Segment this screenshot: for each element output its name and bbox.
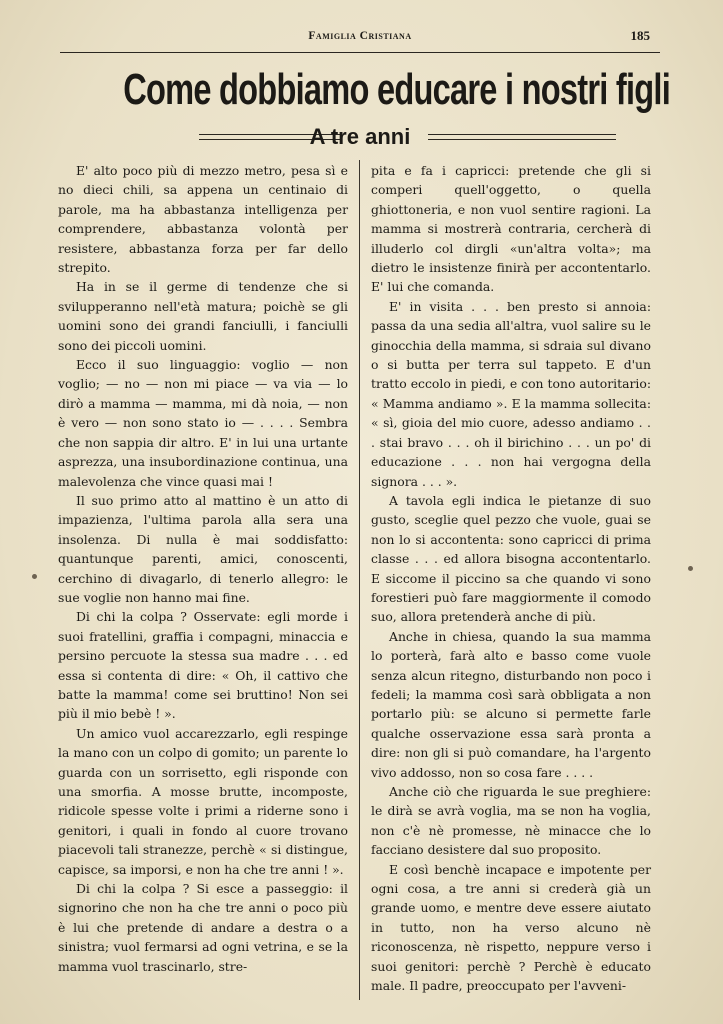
page-spot [32,574,37,579]
paragraph: Di chi la colpa ? Si esce a passeggio: il signorino che non ha che tre anni o poco più è lui che pretende di andare a destra o a sinistra; vuol fermarsi ad ogni vetrina, e se la mamma vuol trascinarlo, stre- [58,881,348,974]
subtitle-row [80,120,640,154]
header-rule [60,52,660,53]
paragraph: Un amico vuol accarezzarlo, egli respinge la mano con un colpo di gomito; un parente lo guarda con un sorrisetto, egli risponde con una smorfia. A mosse brutte, incomposte, ridicole spesse volte i primi a riderne sono i genitori, i quali in fondo al cuore trovano piacevoli tali stranezze, perchè « si distingue, capisce, sa imporsi, e non ha che tre anni ! ». [58,725,348,877]
paragraph: pita e fa i capricci: pretende che gli si comperi quell'oggetto, o quella ghiottoneria, e non vuol sentire ragioni. La mamma si mostrerà contraria, cercherà di illuderlo col dirgli «un'altra volta»; ma dietro le insistenze finirà per accontentarlo. E' lui che comanda. [371,163,651,295]
left-column [58,161,348,976]
paragraph: E' in visita . . . ben presto si annoia: passa da una sedia all'altra, vuol salire su le ginocchia della mamma, si sdraia sul divano o si butta per terra sul tappeto. E d'un tratto eccolo in piedi, e con tono autoritario: « Mamma andiamo ». E la mamma sollecita: « sì, gioia del mio cuore, adesso andiamo . . . stai bravo . . . oh il birichino . . . un po' di educazione . . . non hai vergogna della signora . . . ». [371,298,651,489]
column-divider [359,160,360,1000]
paragraph: E così benchè incapace e impotente per ogni cosa, a tre anni si crederà già un grande uomo, e mentre deve essere aiutato in tutto, non ha verso alcuno nè riconoscenza, nè rispetto, neppure verso i suoi genitori: perchè ? Perchè è educato male. Il padre, preoccupato per l'avveni- [371,861,651,994]
paragraph: Il suo primo atto al mattino è un atto di impazienza, l'ultima parola alla sera una insolenza. Di nulla è mai soddisfatto: quantunque parenti, amici, conoscenti, cerchino di divagarlo, di tenerlo allegro: le sue voglie non hanno mai fine. [58,492,348,605]
paragraph: Ecco il suo linguaggio: voglio — non voglio; — no — non mi piace — va via — lo dirò a mamma — mamma, mi dà noia, — non è vero — non sono stato io — . . . . Sembra che non sappia dir altro. E' in lui una urtante asprezza, una insubordinazione continua, una malevolenza che vince quasi mai ! [58,357,348,489]
paragraph: Anche ciò che riguarda le sue preghiere: le dirà se avrà voglia, ma se non ha voglia, non c'è nè promesse, nè minacce che lo facciano desistere dal suo proposito. [371,784,651,858]
paragraph: A tavola egli indica le pietanze di suo gusto, sceglie quel pezzo che vuole, guai se non lo si accontenta: sono capricci di prima classe . . . ed allora bisogna accontentarlo. E siccome il piccino sa che quando vi sono forestieri può fare maggiormente il comodo suo, allora pretenderà anche di più. [371,492,651,625]
right-column [371,161,651,995]
article-title: Come dobbiamo educare i nostri figli [123,65,671,114]
paragraph: Anche in chiesa, quando la sua mamma lo porterà, farà alto e basso come vuole senza alcun ritegno, disturbando non poco i fedeli; la mamma così sarà obbligata a non portarlo più: se alcuno si permette farle qualche osservazione essa sarà pronta a dire: non gli si può comandare, ha l'argento vivo addosso, non so cosa fare . . . . [371,628,651,780]
paragraph: Ha in se il germe di tendenze che si svilupperanno nell'età matura; poichè se gli uomini sono dei grandi fanciulli, i fanciulli sono dei piccoli uomini. [58,279,348,353]
running-header [60,28,660,48]
page-number: 185 [630,28,650,43]
paragraph: E' alto poco più di mezzo metro, pesa sì e no dieci chili, sa appena un centinaio di parole, ma ha abbastanza intelligenza per comprendere, abbastanza volontà per resistere, abbastanza forza per far dello strepito. [58,163,348,276]
article-subtitle: A tre anni [309,124,411,149]
paragraph: Di chi la colpa ? Osservate: egli morde i suoi fratellini, graffia i compagni, minaccia e persino percuote la stessa sua madre . . . ed essa si contenta di dire: « Oh, il cattivo che batte la mamma! come sei bruttino! Non sei più il mio bebè ! ». [58,609,348,722]
running-title: Famiglia Cristiana [308,30,412,42]
subtitle-rule-right [428,134,616,140]
page-spot [688,566,693,571]
